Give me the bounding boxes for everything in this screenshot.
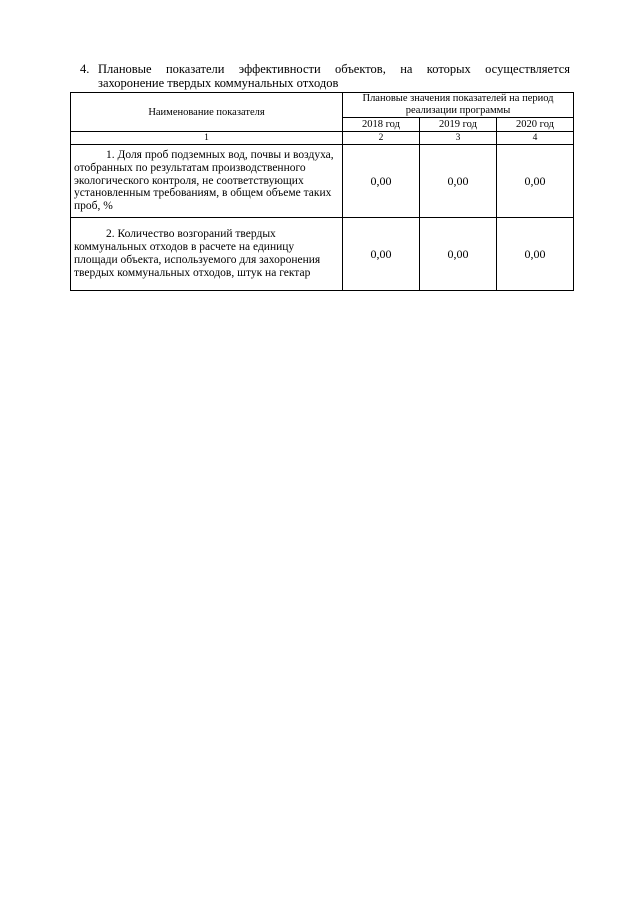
year-header-2020: 2020 год	[497, 118, 574, 132]
value-cell-2018: 0,00	[343, 218, 420, 291]
value-cell-2018: 0,00	[343, 145, 420, 218]
value-cell-2020: 0,00	[497, 145, 574, 218]
indicator-text: 1. Доля проб подземных вод, почвы и воздуха, отобранных по результатам производственного экологического контроля, не соответствующих установленным требованиям, в общем объеме таких проб, %	[74, 149, 334, 213]
year-header-2019: 2019 год	[420, 118, 497, 132]
indicator-text: 2. Количество возгораний твердых коммунальных отходов в расчете на единицу площади объекта, используемого для захоронения твердых коммунальных отходов, штук на гектар	[74, 228, 321, 279]
planned-values-header: Плановые значения показателей на период реализации программы	[343, 93, 574, 118]
value-cell-2019: 0,00	[420, 218, 497, 291]
year-header-2018: 2018 год	[343, 118, 420, 132]
section-number: 4.	[80, 62, 90, 76]
section-title-line1: Плановые показатели эффективности объектов, на которых осуществляется	[98, 62, 570, 76]
column-number: 1	[71, 132, 343, 145]
column-number: 2	[343, 132, 420, 145]
indicators-table	[70, 92, 574, 291]
section-title-line2: захоронение твердых коммунальных отходов	[98, 76, 339, 90]
indicator-cell	[71, 145, 343, 218]
indicator-cell	[71, 218, 343, 291]
column-number-row	[71, 132, 574, 145]
table-row	[71, 145, 574, 218]
table-row	[71, 218, 574, 291]
column-number: 4	[497, 132, 574, 145]
section-heading	[80, 62, 570, 90]
value-cell-2019: 0,00	[420, 145, 497, 218]
column-number: 3	[420, 132, 497, 145]
indicator-name-header: Наименование показателя	[71, 93, 343, 132]
value-cell-2020: 0,00	[497, 218, 574, 291]
